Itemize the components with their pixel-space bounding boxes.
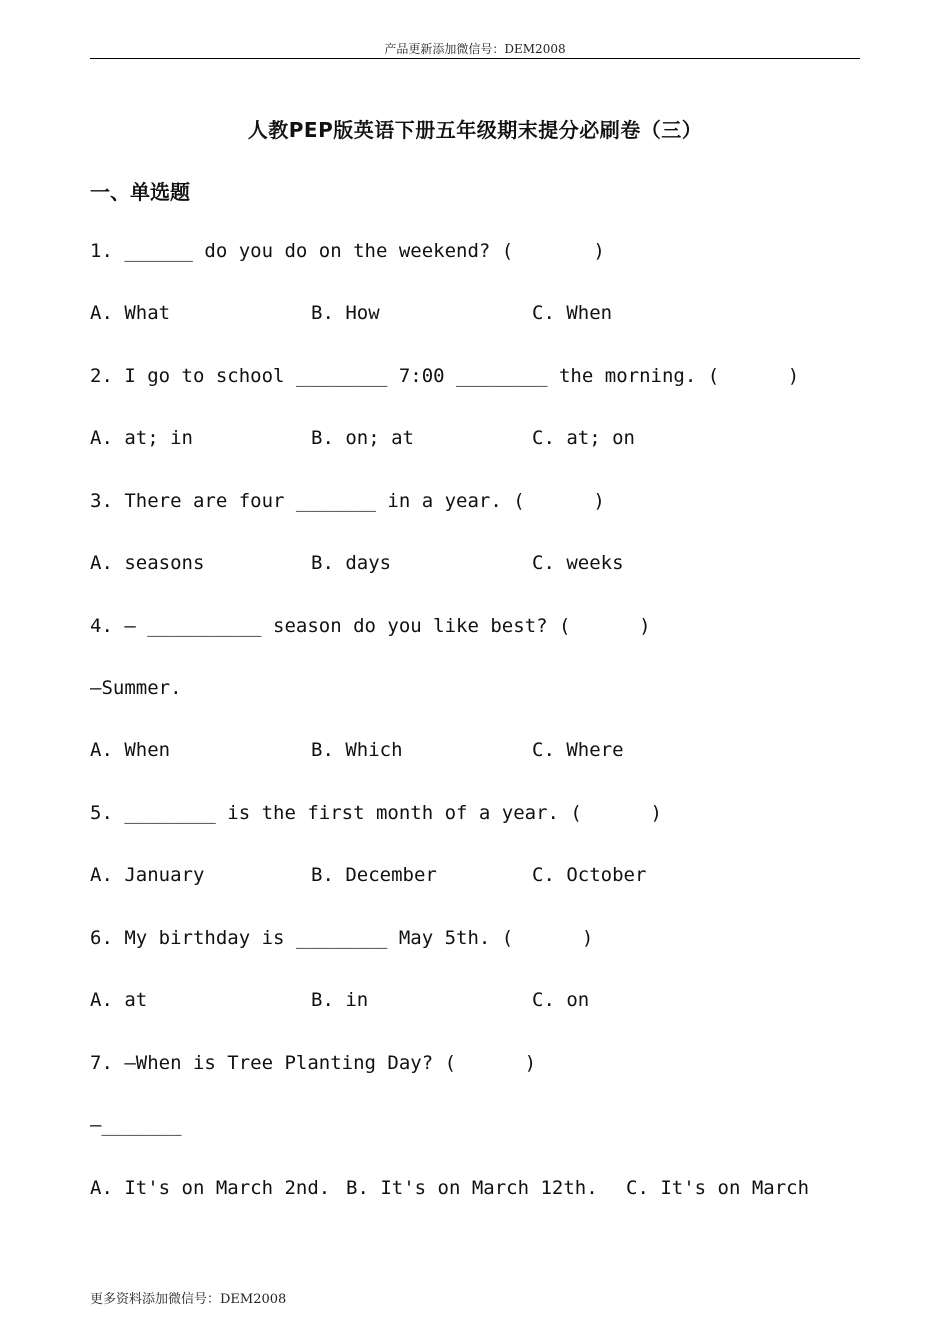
question-4-option-b: B. Which bbox=[311, 739, 403, 761]
question-7-answer-line: —_______ bbox=[90, 1114, 182, 1136]
page-title: 人教PEP版英语下册五年级期末提分必刷卷（三） bbox=[247, 118, 703, 142]
question-7-option-a: A. It's on March 2nd. bbox=[90, 1177, 331, 1199]
question-6-option-c: C. on bbox=[532, 989, 590, 1011]
question-4-option-a: A. When bbox=[90, 739, 171, 761]
question-1-option-c: C. When bbox=[532, 302, 613, 324]
question-3-stem: 3. There are four _______ in a year. ( ) bbox=[90, 490, 605, 512]
question-2-stem: 2. I go to school ________ 7:00 ________ the morning. ( ) bbox=[90, 365, 800, 387]
question-3-option-a: A. seasons bbox=[90, 552, 205, 574]
question-1-stem: 1. ______ do you do on the weekend? ( ) bbox=[90, 240, 605, 262]
question-2-option-c: C. at; on bbox=[532, 427, 635, 449]
header-rule bbox=[90, 58, 860, 59]
question-6-stem: 6. My birthday is ________ May 5th. ( ) bbox=[90, 927, 594, 949]
question-6-option-b: B. in bbox=[311, 989, 369, 1011]
question-5-option-b: B. December bbox=[311, 864, 437, 886]
question-5-option-c: C. October bbox=[532, 864, 647, 886]
page-header-note: 产品更新添加微信号：DEM2008 bbox=[384, 42, 566, 56]
question-3-option-b: B. days bbox=[311, 552, 392, 574]
page-footer-note: 更多资料添加微信号：DEM2008 bbox=[90, 1292, 287, 1307]
question-2-option-b: B. on; at bbox=[311, 427, 414, 449]
question-7-option-c: C. It's on March bbox=[626, 1177, 810, 1199]
section-heading: 一、单选题 bbox=[90, 180, 190, 204]
question-4-stem: 4. — __________ season do you like best? ( ) bbox=[90, 615, 651, 637]
question-4-option-c: C. Where bbox=[532, 739, 624, 761]
question-7-stem: 7. —When is Tree Planting Day? ( ) bbox=[90, 1052, 537, 1074]
question-5-stem: 5. ________ is the first month of a year. ( ) bbox=[90, 802, 662, 824]
question-1-option-b: B. How bbox=[311, 302, 380, 324]
question-1-option-a: A. What bbox=[90, 302, 171, 324]
question-6-option-a: A. at bbox=[90, 989, 148, 1011]
question-4-answer-line: —Summer. bbox=[90, 677, 182, 699]
question-5-option-a: A. January bbox=[90, 864, 205, 886]
question-7-option-b: B. It's on March 12th. bbox=[346, 1177, 598, 1199]
question-3-option-c: C. weeks bbox=[532, 552, 624, 574]
question-2-option-a: A. at; in bbox=[90, 427, 193, 449]
